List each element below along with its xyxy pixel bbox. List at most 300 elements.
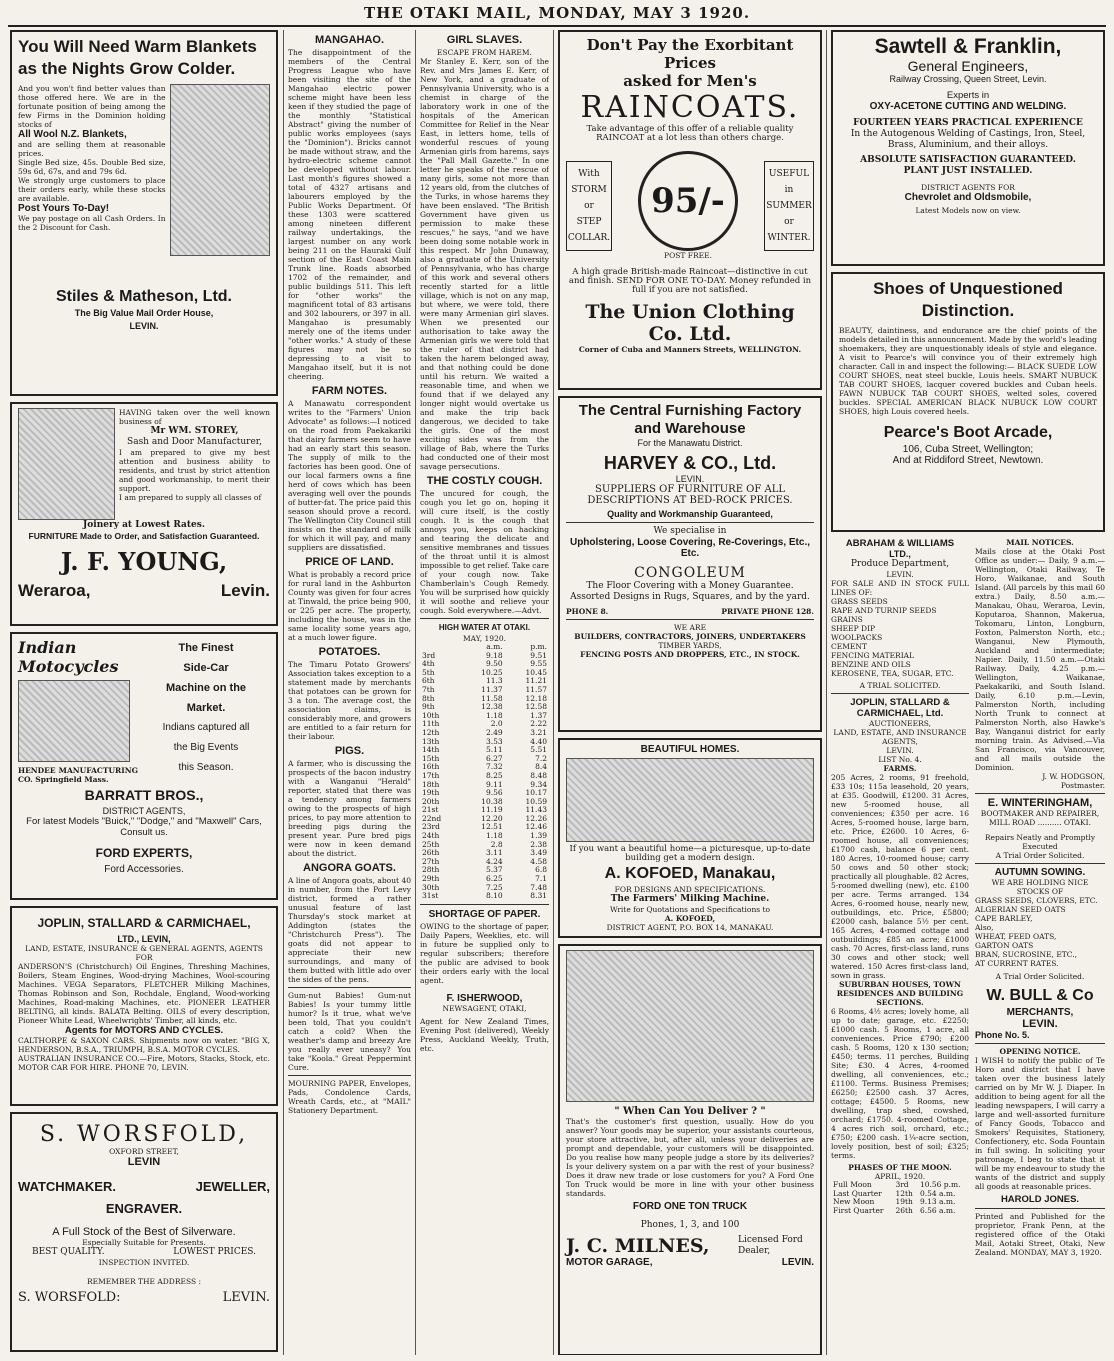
tide-cell: 29th: [422, 874, 440, 884]
tide-cell: 15th: [422, 753, 440, 763]
young-name: J. F. YOUNG,: [60, 547, 228, 576]
indian-line: Side-Car: [183, 662, 229, 674]
blankets-title: You Will Need Warm Blankets as the Nights Grow Colder.: [18, 37, 257, 78]
joplin2-body: 205 Acres, 2 rooms, 91 freehold, £33 10s; 115a leasehold, 20 years, at £35. Goodwill, £1200. 31 Acres, new 5-roomed house, all conveniences; £350 per acre. 16 Acres, 5-roomed house, large barn, etc. Price, £2600. 10 Acres, 6-roomed house, all conveniences; £1700 cash, balance 6 per cent. 180 Acres, 10-roomed house; carry 50 cows and 50 other stock; practically all ploughable. 82 Acres, 5-roomed dwelling (new), etc. £100 per acre. Terms arranged. 134 Acres, 6-roomed house, nearly new, outbuildings, etc. Price, £5800; £2000 cash, balance 5½ per cent. 165 Acres, 4-roomed cottage and outbuildings; £85 an acre; £1000 cash. 70 Acres, first-class land, runs 30 cows and other stock; well watered. 150 Acres first-class land, sown in grass.: [831, 773, 969, 980]
moon-month: APRIL, 1920.: [874, 1172, 926, 1181]
tide-header-cell: a.m.: [486, 642, 503, 651]
indian-ad: [10, 632, 278, 900]
milnes-body: That's the customer's first question, usually. How do you answer? Your goods may be superior, your assistants courteous, your store attractive, but, after all, unless your deliveries are prompt and dependable, your customers will be disappointed. Do you realise how many people judge a store by its deliveries? Is your delivery system on a par with the rest of your business? Does it draw new trade or lose customers for you? A Ford One Ton Truck would be more in line with your other business standards.: [566, 1117, 814, 1198]
tide-cell: 7.2: [535, 753, 547, 763]
tide-cell: 12.18: [525, 693, 547, 703]
sawtell-eng: General Engineers,: [907, 58, 1029, 74]
raincoat-post-free: POST FREE.: [664, 251, 712, 260]
blankets-wool: All Wool N.Z. Blankets,: [18, 129, 127, 140]
worsfold-inspection: INSPECTION INVITED.: [98, 1258, 190, 1267]
bull-item: CAPE BARLEY,: [975, 914, 1033, 923]
tide-cell: 12.58: [525, 702, 547, 712]
column-2: [288, 30, 411, 1355]
tide-cell: 3.49: [530, 848, 547, 858]
pearce-heading: Shoes of Unquestioned Distinction.: [873, 279, 1063, 320]
abraham-item: BENZINE AND OILS: [831, 660, 911, 669]
tide-cell: 2.22: [530, 719, 547, 729]
stiles-matheson-name: Stiles & Matheson, Ltd.: [55, 288, 232, 305]
tide-cell: 10.59: [525, 796, 547, 806]
jones-name: HAROLD JONES.: [1000, 1194, 1080, 1205]
tide-cell: 11.3: [485, 676, 503, 686]
isherwood-trade: NEWSAGENT, OTAKI,: [442, 1003, 527, 1013]
harvey-timber: TIMBER YARDS,: [658, 641, 722, 650]
gumnut-advert: Gum-nut Babies! Gum-nut Babies! Is your tummy little humor? Is it true, what we've been told, That you couldn't catch a cold? When the weather's damp and breezy Are you really ever uneasy? You take "Koola." Great Peppermint Cure.: [288, 991, 411, 1072]
tide-cell: 6.27: [485, 753, 503, 763]
isherwood-agent: Agent for New Zealand Times, Evening Post (delivered), Weekly Press, Auckland Weekly, Truth, etc.: [420, 1016, 549, 1053]
tide-cell: 9.11: [485, 779, 503, 789]
tide-cell: 2.38: [530, 839, 547, 849]
abraham-item: SHEEP DIP: [831, 624, 876, 633]
harvey-fence: FENCING POSTS AND DROPPERS, ETC., IN STOCK.: [580, 650, 800, 659]
joplin2-list: LIST No. 4.: [878, 755, 922, 764]
indian-line: the Big Events: [173, 742, 239, 753]
blankets-postage: We pay postage on all Cash Orders. In the 2 Discount for Cash.: [18, 214, 166, 232]
joplin2-name: JOPLIN, STALLARD & CARMICHAEL, Ltd.: [850, 697, 950, 719]
tide-cell: 9.50: [485, 659, 503, 669]
tide-cell: 8.25: [485, 770, 503, 780]
tide-cell: 8.31: [530, 891, 547, 901]
barratt-acc: Ford Accessories.: [104, 864, 184, 875]
bull-name: W. BULL & Co: [986, 987, 1094, 1004]
tide-table: [420, 643, 549, 901]
raincoats-title: RAINCOATS.: [580, 90, 800, 125]
harvey-floor: The Floor Covering with a Money Guarantee. Assorted Designs in Rugs, Squares, and by the yard.: [570, 581, 810, 602]
mail-heading: MAIL NOTICES.: [1006, 538, 1074, 547]
indian-line: this Season.: [178, 762, 234, 773]
kofoed-ad: [558, 738, 822, 938]
raincoat-left: COLLAR.: [567, 232, 611, 243]
sawtell-latest: Latest Models now on view.: [915, 206, 1021, 215]
blankets-body2: and are selling them at reasonable prices.: [18, 140, 166, 158]
tide-cell: 23rd: [422, 822, 440, 832]
worsfold-ad: [10, 1112, 278, 1352]
tide-cell: 27th: [422, 856, 440, 866]
pearce-name: Pearce's Boot Arcade,: [883, 424, 1053, 441]
moon-table: [831, 1181, 969, 1215]
moon-cell: 12th: [895, 1188, 913, 1198]
stiles-tagline: The Big Value Mail Order House,: [74, 308, 214, 318]
column-5: [831, 30, 1105, 1355]
abraham-sale: FOR SALE AND IN STOCK FULL LINES OF:: [831, 579, 969, 597]
young-storey: Mr WM. STOREY,: [150, 426, 239, 436]
kofoed-milk: The Farmers' Milking Machine.: [610, 894, 770, 904]
raincoat-right: in: [784, 184, 794, 195]
worsfold-trade-1: WATCHMAKER.: [18, 1179, 116, 1194]
raincoat-right: USEFUL: [768, 168, 810, 179]
milnes-garage: MOTOR GARAGE,: [566, 1257, 653, 1268]
tide-cell: 12.38: [481, 702, 503, 712]
raincoat-right: or: [784, 216, 794, 227]
tide-cell: 11.43: [525, 805, 547, 815]
jones-body: I WISH to notify the public of Te Horo and district that I have taken over the business lately carried on by Mr W. J. Diaper. In addition to being agent for all the leading newspapers, I will carry a large and well-assorted furniture of Fancy Goods, Tobacco and Smokers' Requisites, Stationery, Confectionery, etc. Soda Fountain in full swing. In soliciting your patronage, I beg to state that it will be my endeavour to study the wants of the district and supply all goods at reasonable prices.: [975, 1056, 1105, 1191]
sawtell-dist: DISTRICT AGENTS FOR: [921, 183, 1015, 192]
moon-title: PHASES OF THE MOON.: [848, 1163, 952, 1172]
tide-cell: 11.19: [481, 805, 503, 815]
worsfold-presents: Especially Suitable for Presents.: [82, 1238, 206, 1247]
young-supply: I am prepared to supply all classes of: [119, 493, 262, 502]
young-place: Weraroa,: [18, 581, 91, 600]
moon-cell: 6.56 a.m.: [919, 1205, 956, 1215]
indian-line: The Finest: [178, 642, 234, 654]
worsfold-trade-3: ENGRAVER.: [105, 1201, 183, 1216]
tide-row: [420, 892, 549, 901]
moon-cell: 9.13 a.m.: [919, 1197, 956, 1207]
milnes-truck: FORD ONE TON TRUCK: [632, 1201, 748, 1212]
tide-cell: 9.55: [530, 659, 547, 669]
tide-cell: 10.45: [525, 667, 547, 677]
young-body: I am prepared to give my best attention and business ability to residents, and trust by strict attention and good workmanship, to merit their support.: [119, 448, 270, 493]
joplin2-town: LEVIN.: [886, 746, 914, 755]
tide-cell: 1.37: [530, 710, 547, 720]
article-heading: GIRL SLAVES.: [446, 34, 523, 46]
imprint: Printed and Published for the proprietor, Frank Penn, at the registered office of the Otaki Mail, Aotaki Street, Otaki, New Zealand. MONDAY, MAY 3, 1920.: [975, 1212, 1105, 1257]
tide-cell: 1.39: [530, 831, 547, 841]
union-clothing-addr: Corner of Cuba and Manners Streets, WELLINGTON.: [578, 345, 802, 354]
harvey-for: For the Manawatu District.: [637, 438, 743, 448]
tide-cell: 9th: [422, 702, 435, 712]
article-heading: THE COSTLY COUGH.: [426, 475, 543, 487]
tide-cell: 10.17: [525, 788, 547, 798]
tide-cell: 6.8: [535, 865, 547, 875]
tide-cell: 10th: [422, 710, 440, 720]
article-body: What is probably a record price for rural land in the Ashburton County was given for four acres at Tinwald, the price being 900, or 225 per acre. The property, including the house, was in the same locality some years ago, at a much lower figure.: [288, 570, 411, 642]
sawtell-plant: PLANT JUST INSTALLED.: [903, 166, 1033, 176]
article-body: A farmer, who is discussing the prospects of the bacon industry with a Wanganui "Herald" reporter, stated that there was a tendency among farmers owing to the prospects of high prices, to pay more attention to breeding pigs during the present year. Pure bred pigs were now in keen demand about the district.: [288, 759, 411, 858]
joplin-body: ANDERSON'S (Christchurch) Oil Engines, Threshing Machines, Boilers, Steam Engines, Wood-drying Machines, Wool-scouring Machines. VEGA Separators, FLETCHER Milking Machines, Thomas Robinson and Son, Rochdale, England, Wood-working Machines, Road-making Machines, etc. PIONEER LEATHER BELTING, all kinds. BALATA Belting. OILS of every description, Pioneer White Lead, Wheelwrights' Timber, all kinds, etc.: [18, 962, 270, 1025]
tide-cell: 8th: [422, 693, 435, 703]
raincoat-left: STORM: [571, 184, 607, 195]
tide-cell: 9.56: [485, 788, 503, 798]
tide-cell: 12.26: [525, 813, 547, 823]
tide-cell: 11th: [422, 719, 440, 729]
tide-cell: 7.32: [485, 762, 503, 772]
sawtell-years: FOURTEEN YEARS PRACTICAL EXPERIENCE: [853, 118, 1083, 128]
tide-cell: 5.11: [485, 745, 503, 755]
worsfold-addr-name: S. WORSFOLD:: [18, 1290, 121, 1305]
moon-row: [831, 1207, 969, 1216]
bull-town: LEVIN.: [1022, 1018, 1058, 1030]
joplin-sub: LTD., LEVIN,: [117, 934, 171, 944]
harvey-weare: WE ARE: [673, 623, 707, 632]
column-divider: [553, 30, 554, 1355]
tide-cell: 7th: [422, 684, 435, 694]
tide-row: [420, 858, 549, 867]
abraham-ltd: LTD.,: [889, 549, 911, 559]
kofoed-agent: A. KOFOED,: [664, 914, 716, 923]
barratt-name: BARRATT BROS.,: [84, 787, 204, 803]
young-town: Levin.: [220, 581, 270, 600]
column-1: [10, 30, 278, 1355]
bull-item: BRAN, SUCROSINE, ETC.,: [975, 950, 1078, 959]
harvey-build: BUILDERS, CONTRACTORS, JOINERS, UNDERTAKERS: [574, 632, 806, 641]
moon-cell: 10.56 p.m.: [919, 1180, 961, 1189]
kofoed-name: A. KOFOED, Manakau,: [604, 865, 776, 882]
tide-cell: 20th: [422, 796, 440, 806]
joplin-ins: AUSTRALIAN INSURANCE CO.—Fire, Motors, Stacks, Stock, etc. MOTOR CAR FOR HIRE. PHONE 70, LEVIN.: [18, 1054, 270, 1072]
worsfold-remember: REMEMBER THE ADDRESS :: [87, 1277, 201, 1286]
tide-cell: 6th: [422, 676, 435, 686]
tide-cell: 21st: [422, 805, 439, 815]
indian-line: Market.: [186, 702, 226, 714]
tide-cell: 4.40: [530, 736, 547, 746]
article-heading: ANGORA GOATS.: [303, 862, 396, 874]
worsfold-street: OXFORD STREET,: [109, 1147, 179, 1156]
article-heading: PIGS.: [334, 745, 365, 757]
tide-cell: 18th: [422, 779, 440, 789]
abraham-item: FENCING MATERIAL: [831, 651, 915, 660]
worsfold-prices: LOWEST PRICES.: [173, 1247, 256, 1257]
kofoed-plans: FOR DESIGNS AND SPECIFICATIONS.: [614, 885, 766, 894]
bull-item: ALGERIAN SEED OATS: [975, 905, 1066, 914]
stiles-town: LEVIN.: [129, 321, 159, 331]
column-5-left: [831, 538, 969, 1257]
tide-cell: 5.51: [530, 745, 547, 755]
abraham-item: KEROSENE, TEA, SUGAR, ETC.: [831, 669, 954, 678]
sash-door-illustration: [18, 408, 115, 520]
tide-cell: 1.18: [485, 831, 503, 841]
tide-cell: 9.34: [530, 779, 547, 789]
tide-cell: 6.25: [485, 874, 503, 884]
union-clothing-name: The Union Clothing Co. Ltd.: [585, 301, 795, 345]
article-heading: SHORTAGE OF PAPER.: [428, 908, 541, 920]
moon-cell: First Quarter: [833, 1205, 884, 1215]
harvey-spec: We specialise in: [653, 526, 727, 536]
milnes-when: " When Can You Deliver ? ": [614, 1106, 766, 1117]
sawtell-ad: [831, 30, 1105, 266]
abraham-trial: A TRIAL SOLICITED.: [859, 681, 941, 690]
sawtell-auto: In the Autogenous Welding of Castings, Iron, Steel, Brass, Aluminium, and their alloys.: [850, 129, 1086, 150]
blankets-prices: Single Bed size, 45s. Double Bed size, 59s 6d, 67s, and and 79s 6d.: [18, 158, 166, 176]
tide-row: [420, 755, 549, 764]
kofoed-title: BEAUTIFUL HOMES.: [640, 744, 740, 755]
pearce-addr2: And at Riddiford Street, Newtown.: [892, 455, 1044, 466]
house-illustration: [566, 758, 814, 842]
wint-road: MILL ROAD .......... OTAKI.: [989, 818, 1091, 827]
abraham-item: GRASS SEEDS: [831, 597, 888, 606]
abraham-item: GRAINS: [831, 615, 863, 624]
moon-cell: Last Quarter: [833, 1188, 882, 1198]
ford-car-illustration: [566, 950, 814, 1102]
tide-cell: 2.8: [490, 839, 503, 849]
joplin-cars: CALTHORPE & SAXON CARS. Shipments now on water. "BIG X, HENDERSON, B.S.A., TRIUMPH, B.S.A. MOTOR CYCLES.: [18, 1036, 270, 1054]
joplin-motors: Agents for MOTORS AND CYCLES.: [64, 1025, 224, 1036]
sawtell-oxy: OXY-ACETONE CUTTING AND WELDING.: [869, 101, 1067, 112]
harvey-h1: The Central Furnishing Factory and Warehouse: [578, 402, 802, 437]
bull-item: GRASS SEEDS, CLOVERS, ETC.: [975, 896, 1098, 905]
tide-cell: 10.25: [481, 667, 503, 677]
tide-cell: 22nd: [422, 813, 442, 823]
tide-cell: 3rd: [422, 650, 436, 660]
worsfold-quality: BEST QUALITY.: [32, 1247, 105, 1257]
tide-header-cell: p.m.: [530, 642, 547, 651]
tide-cell: 7.48: [530, 882, 547, 892]
moon-cell: Full Moon: [833, 1180, 872, 1189]
tide-cell: 31st: [422, 891, 439, 901]
abraham-item: WOOLPACKS: [831, 633, 883, 642]
bull-item: AT CURRENT RATES.: [975, 959, 1059, 968]
raincoats-h1: Don't Pay the Exorbitant Prices: [586, 36, 794, 72]
raincoat-desc: A high grade British-made Raincoat—distinctive in cut and finish. SEND FOR ONE TO-DAY. Money refunded in full if you are not satisfied.: [568, 267, 812, 295]
article-body: The disappointment of the members of the Central Progress League who have been visiting the site of the Mangahao electric power scheme might have been less keen if they studied the page of the monthly "Statistical Abstract" giving the number of public works employees (says the "Dominion"). Bricks cannot be made without straw, and the hydro-electric scheme cannot be developed without labour. Last month's figures showed a total of 4327 artisans and labourers employed by the Public Works Department. Of these 1303 were scattered among nineteen different railway undertakings, the largest number on any work being 211 on the Hauraki Gulf section of the East Coast Main Trunk line. Roads absorbed 1702 of the remainder, and public buildings 511. This left for "other works" the magnificent total of 83 artisans and 302 labourers, or 397 in all. Mangahao is presumably merely one of the items under "other works." A study of these figures may not be so depressing to a visit to Mangahao itself, but it is not cheering.: [288, 48, 411, 381]
abraham-item: CEMENT: [831, 642, 867, 651]
mail-sign: J. W. HODGSON,: [1042, 772, 1105, 781]
abraham-town: LEVIN.: [886, 570, 914, 579]
tide-cell: 11.58: [481, 693, 503, 703]
article-body: A Manawatu correspondent writes to the "Farmers' Union Advocate" as follows:—I noticed on the road from Paekakariki that dairy farmers seem to have had an early start this season. The supply of milk to the factories has been good. One of our local farmers owns a fine herd of cows which has been averaging well over the pounds of butter-fat. The price paid this season should prove a record. The Wellington City Council still insists on the standard of milk for which it will pay, and many suppliers are dissatisfied.: [288, 399, 411, 552]
tide-cell: 9.18: [485, 650, 503, 660]
raincoat-right: SUMMER: [766, 200, 812, 211]
bull-item: Also,: [975, 923, 994, 932]
article-subheading: ESCAPE FROM HAREM.: [437, 48, 532, 57]
joplin2-land: LAND, ESTATE, AND INSURANCE AGENTS,: [833, 728, 967, 746]
tide-cell: 8.10: [485, 891, 503, 901]
tide-cell: 3.11: [485, 848, 503, 858]
bull-item: GARTON OATS: [975, 941, 1034, 950]
blankets-post: Post Yours To-Day!: [18, 203, 110, 214]
tide-cell: 1.18: [485, 710, 503, 720]
column-divider: [283, 30, 284, 1355]
harvey-phone: PHONE 8.: [566, 607, 609, 616]
abraham-item: RAPE AND TURNIP SEEDS: [831, 606, 937, 615]
tide-cell: 8.4: [535, 762, 547, 772]
sawtell-abs: ABSOLUTE SATISFACTION GUARANTEED.: [860, 155, 1076, 165]
indian-maker: HENDEE MANUFACTURING CO. Springfield Mass.: [18, 766, 138, 784]
barratt-latest: For latest Models "Buick," "Dodge," and "Maxwell" Cars, Consult us.: [26, 816, 262, 838]
bull-merch: MERCHANTS,: [1006, 1007, 1074, 1018]
raincoat-price: 95/-: [638, 151, 738, 251]
tide-cell: 30th: [422, 882, 440, 892]
tide-cell: 12.51: [481, 822, 503, 832]
moon-cell: 3rd: [895, 1180, 909, 1189]
tide-month: MAY, 1920.: [462, 634, 506, 643]
column-3: [420, 30, 549, 1355]
article-body: A line of Angora goats, about 40 in number, from the Port Levy district, formed a rather unusual feature of last Thursday's stock market at Addington (states the "Christchurch Press"). The goats did not appear to appreciate their new surroundings, and many of them butted with little ado over the sides of the pens.: [288, 876, 411, 984]
tide-cell: 7.25: [485, 882, 503, 892]
column-divider: [415, 30, 416, 1355]
moon-cell: 26th: [895, 1205, 913, 1215]
joplin2-body2: 6 Rooms, 4½ acres; lovely home, all up to date; garage, etc. £2250; £1000 cash. 5 Rooms, 1 acre, all conveniences. Price £790; £200 cash. 5 Rooms, 120 x 130 section; £450; terms. 11 perches, Building Site; £30. 4 Acres, 4-roomed dwelling, all conveniences, etc.; £1100. Terms. Business Premises; £6250; £2500 cash. 37 Acres, cottage; £4500. 5 Rooms, new dwelling, trap shed, cowshed, orchard; £1750. 4-roomed Cottage, 4 acres rich soil, orchard, etc.; £750; £200 cash. 1¼-acre section, lovely position, best of soil; £325; terms.: [831, 1007, 969, 1160]
milnes-town: LEVIN.: [781, 1257, 814, 1268]
tide-cell: 28th: [422, 865, 440, 875]
tide-cell: 11.37: [481, 684, 503, 694]
barratt-district: DISTRICT AGENTS,: [102, 806, 186, 816]
tide-cell: 4.24: [485, 856, 503, 866]
harvey-ad: [558, 396, 822, 732]
tide-row: [420, 746, 549, 755]
tide-cell: 3.21: [530, 727, 547, 737]
blankets-body: And you won't find better values than those offered here. We are in the fortunate position of being among the few Firms in the Dominion holding stocks of: [18, 84, 166, 129]
raincoat-right: WINTER.: [767, 232, 811, 243]
milnes-phones: Phones, 1, 3, and 100: [640, 1220, 740, 1230]
joplin-ad: [10, 906, 278, 1106]
raincoats-h2: asked for Men's: [623, 72, 757, 90]
tide-cell: 11.21: [525, 676, 547, 686]
milnes-name: J. C. MILNES,: [566, 1235, 710, 1257]
joplin-title: JOPLIN, STALLARD & CARMICHAEL,: [37, 916, 251, 930]
moon-cell: 0.54 a.m.: [919, 1188, 956, 1198]
wint-trade: BOOTMAKER AND REPAIRER,: [980, 809, 1100, 818]
column-4: [558, 30, 822, 1355]
tide-cell: 26th: [422, 848, 440, 858]
raincoats-ad: [558, 30, 822, 390]
barratt-ford: FORD EXPERTS,: [95, 846, 193, 860]
abraham-merch: Produce Department,: [850, 559, 950, 569]
young-furniture: FURNITURE Made to Order, and Satisfaction Guaranteed.: [28, 531, 260, 541]
tide-cell: 4th: [422, 659, 435, 669]
raincoat-left: With: [578, 168, 600, 179]
tide-cell: 17th: [422, 770, 440, 780]
kofoed-dist: DISTRICT AGENT, P.O. BOX 14, MANAKAU.: [606, 923, 774, 932]
article-heading: FARM NOTES.: [311, 385, 388, 397]
wint-repairs: Repairs Neatly and Promptly Executed: [984, 833, 1096, 851]
tide-cell: 4.58: [530, 856, 547, 866]
raincoat-left: or: [584, 200, 594, 211]
worsfold-stock: A Full Stock of the Best of Silverware.: [52, 1226, 236, 1238]
bed-illustration: [170, 84, 270, 256]
masthead-rule: [8, 25, 1106, 27]
young-joinery: Joinery at Lowest Rates.: [83, 520, 205, 530]
bull-we: WE ARE HOLDING NICE STOCKS OF: [991, 878, 1089, 896]
worsfold-town: LEVIN: [127, 1156, 161, 1168]
tide-title: HIGH WATER AT OTAKI.: [438, 623, 531, 632]
article-body: The uncured for cough, the cough you let go on, hoping it will cure itself, is the costly cough. It is the cough that annoys you, keeps on hacking and tearing the delicate and sensitive membranes and tissues of the throat until it is almost impossible to get relief. Take care of your cough now. Take Chamberlain's Cough Remedy. You will be surprised how quickly it will soothe and relieve your cough. Sold everywhere.—Advt.: [420, 489, 549, 615]
tide-cell: 12.46: [525, 822, 547, 832]
sawtell-addr: Railway Crossing, Queen Street, Levin.: [889, 74, 1047, 84]
masthead: THE OTAKI MAIL, MONDAY, MAY 3 1920.: [363, 4, 751, 22]
kofoed-line: If you want a beautiful home—a picturesque, up-to-date building get a modern design.: [569, 844, 811, 863]
sawtell-cars: Chevrolet and Oldsmobile,: [904, 192, 1032, 203]
harvey-congoleum: CONGOLEUM: [634, 565, 746, 581]
mail-post: Postmaster.: [1060, 781, 1105, 790]
sawtell-exp: Experts in: [946, 90, 990, 101]
tide-cell: 7.1: [535, 874, 547, 884]
mail-body: Mails close at the Otaki Post Office as under:— Daily, 9 a.m.—Wellington, Otaki Railway, Te Horo, Waikanae, and South Island. (All parcels by this mail 60 extra.) Daily, 8.50 a.m.—Manakau, Ohau, Weraroa, Levin, Koputaroa, Shannon, Makerua, Tokomaru, Linton, Longburn, Foxton, Palmerston North, etc.; Wanganui, New Plymouth, Auckland and intermediate; Napier. Daily, 11.50 a.m.—Otaki Railway. Daily, 4.25 p.m.—Wellington, Waikanae, Paekakariki, and South Island. Daily, 6.10 p.m.—Levin, Palmerston North, including North Trunk to connect at Palmerston North, also Hawke's Bay, Wanganui district for early morning train. As Advised.—Via San Francisco, via Vancouver, and all mails outside the Dominion.: [975, 547, 1105, 772]
tide-cell: 2.0: [490, 719, 503, 729]
tide-cell: 13th: [422, 736, 440, 746]
pearce-ad: [831, 272, 1105, 532]
tide-cell: 9.51: [530, 650, 547, 660]
kofoed-write: Write for Quotations and Specifications to: [609, 905, 771, 914]
article-body: The Timaru Potato Growers' Association takes exception to a statement made by merchants that potatoes can be grown for 3 a ton. The average cost, the association claims, is considerably more, and growers are entitled to a fair return for their labour.: [288, 660, 411, 741]
tide-cell: 19th: [422, 788, 440, 798]
article-body: Mr Stanley E. Kerr, son of the Rev. and Mrs James E. Kerr, of New York, and a graduate of Pennsylvania University, who is a chemist in charge of the laboratory work in one of the hospitals of the American Committee for Relief in the Near East, in letters home, tells of wonderful rescues of young Armenian girls from harems, says the "Pall Mall Gazette." In one letter he speaks of the rescue of many girls, some not more than 12 years old, from the clutches of the Turks, in whose harems they have been enslaved. "The British Government have given us permission to make these rescues," he says, "and we have been doing some notable work in this respect. Mr John Dunaway, also a graduate of the University of Pennsylvania, who has charge of this work and several others recently started for a little village, which is not on any map, but where, we were told, there were many Armenian girl slaves. When we presented our authorisation to take away the Armenian girls we were told that the ruler of that district had taken the harem belonged away, and that nothing could be done until his return. We waited a reasonable time, and when we found that if we delayed any longer night would overtake us and make the trip back dangerous, we decided to take the girls. One of the most exciting sides was from the village of Bab, where the Turks had conducted one of their most savage persecutions.: [420, 57, 549, 471]
article-body: OWING to the shortage of paper, Daily Papers, Weeklies, etc. will in future be supplied only to regular subscribers; therefore the public are advised to book their orders early with the local agent.: [420, 921, 549, 985]
bull-trial: A Trial Order Solicited.: [995, 972, 1085, 981]
pearce-body: BEAUTY, daintiness, and endurance are the chief points of the models detailed in this announcement. Made by the world's leading shoemakers, they are unquestionably ideals of style and elegance. A visit to Pearce's will convince you of their extremely high character. Call in and inspect the following:— BLACK SUEDE LOW COURT SHOES, neat steel buckle, Louis heels. SMART NUBUCK TAB COURT SHOES, lacquer covered buckles and Cuban heels. FAWN NUBUCK TAB COURT SHOES, welted soles, covered buckles. SPECIAL AMERICAN BLACK NUBUCK LOW COURT SHOES, high Louis covered heels.: [839, 326, 1097, 416]
column-5-right: [975, 538, 1105, 1257]
tide-cell: 11.57: [525, 684, 547, 694]
raincoats-take: Take advantage of this offer of a reliable quality RAINCOAT at a lot less than others charge.: [586, 124, 794, 143]
column-divider: [826, 30, 827, 1355]
harvey-name: HARVEY & CO., Ltd.: [603, 453, 777, 473]
article-heading: POTATOES.: [318, 646, 381, 658]
harvey-town: LEVIN.: [675, 474, 705, 484]
bull-phone: Phone No. 5.: [975, 1030, 1030, 1040]
pearce-addr: 106, Cuba Street, Wellington;: [902, 444, 1034, 455]
indian-line: Machine on the: [165, 682, 247, 694]
tide-cell: 10.38: [481, 796, 503, 806]
bull-heading: AUTUMN SOWING.: [994, 867, 1086, 878]
tide-cell: 14th: [422, 745, 440, 755]
tide-cell: 5.37: [485, 865, 503, 875]
worsfold-name: S. WORSFOLD,: [39, 1122, 249, 1147]
harvey-list: Upholstering, Loose Covering, Re-Coverings, Etc., Etc.: [569, 537, 811, 559]
